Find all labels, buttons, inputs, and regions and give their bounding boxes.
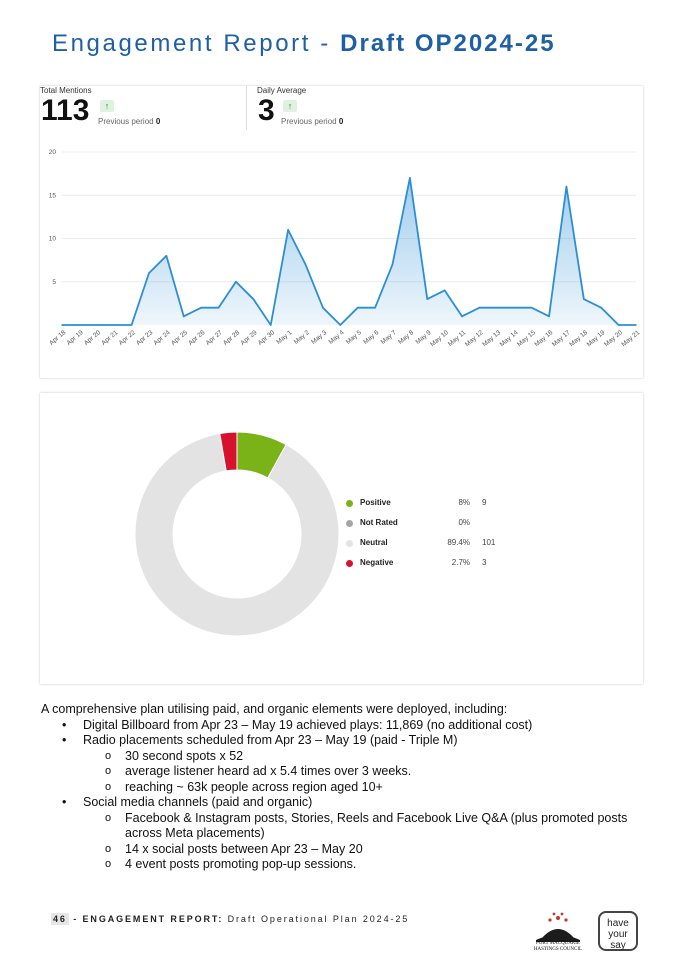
y-tick-label: 5 [52,278,56,286]
bullet-text: Social media channels (paid and organic) [83,795,313,809]
metric-previous-period: Previous period 0 [281,117,344,126]
bullet-item [41,795,641,811]
data-point [409,177,411,179]
y-tick-label: 10 [48,235,56,243]
title-main: Engagement Report - [52,30,341,57]
x-tick-label: Apr 21 [100,329,120,347]
x-tick-label: May 4 [327,329,346,346]
data-point [618,324,620,326]
bullet-icon: • [62,717,67,732]
x-tick-label: Apr 23 [135,329,155,347]
sentiment-chart-card [40,393,643,684]
have-your-say-logo [598,911,638,951]
metric-label: Total Mentions [40,86,92,95]
bullet-text: Digital Billboard from Apr 23 – May 19 achieved plays: 11,869 (no additional cost) [83,717,533,732]
data-point [479,307,481,309]
data-point [531,307,533,309]
x-tick-label: May 18 [568,329,590,349]
sub-bullet-icon: o [105,780,112,793]
data-point [131,324,133,326]
legend-name: Neutral [360,538,388,547]
sub-bullet-text: reaching ~ 63k people across region aged 10+ [125,779,383,794]
title-highlight: Draft OP2024-25 [340,30,556,57]
x-tick-label: May 6 [362,329,381,346]
x-tick-label: May 12 [463,329,485,349]
legend-dot-icon [346,500,353,507]
data-point [583,298,585,300]
legend-dot-icon [346,560,353,567]
x-tick-label: Apr 25 [169,329,190,347]
sub-bullet-icon: o [105,858,112,870]
data-point [566,186,568,188]
y-tick-label: 15 [48,192,56,200]
legend-dot-icon [346,520,353,527]
metric-label: Daily Average [257,86,307,95]
x-tick-label: May 15 [516,329,537,349]
data-point [96,324,98,326]
legend-percent: 2.7% [451,558,470,567]
data-point [322,307,324,309]
data-point [600,307,602,309]
data-point [148,272,150,274]
mentions-area [62,178,636,325]
x-tick-label: May 7 [379,329,398,346]
legend-dot-icon [346,540,353,547]
metric-value: 113 [41,94,90,127]
x-tick-label: Apr 28 [222,329,242,347]
metric-previous-period: Previous period 0 [98,117,161,126]
council-logo [528,908,588,958]
page-footer [51,914,409,924]
bullet-icon: • [62,795,67,809]
mentions-line-chart [40,142,643,378]
metric-divider [246,86,247,130]
x-tick-label: Apr 27 [204,329,224,347]
x-tick-label: Apr 26 [187,329,207,347]
bullet-item [41,733,641,749]
data-point [218,307,220,309]
data-point [496,307,498,309]
x-tick-label: May 10 [429,329,450,349]
bullet-list [41,718,641,873]
data-point [357,307,359,309]
x-tick-label: May 11 [446,329,468,348]
summary-intro: A comprehensive plan utilising paid, and organic elements were deployed, including: [41,702,508,716]
y-tick-label: 20 [48,149,56,156]
data-point [183,316,185,318]
sub-bullet-item [41,780,641,796]
x-tick-label: May 2 [292,329,311,346]
legend-percent: 89.4% [447,538,470,547]
x-tick-label: Apr 22 [117,329,137,347]
x-tick-label: May 3 [310,329,329,346]
x-tick-label: May 19 [585,329,607,349]
x-tick-label: May 13 [481,329,503,349]
sub-bullet-text: Facebook & Instagram posts, Stories, Reels and Facebook Live Q&A (plus promoted posts across Meta placements) [125,810,628,840]
footer-section: - ENGAGEMENT REPORT: [68,914,228,924]
council-emblem-icon [528,908,588,942]
page-number: 46 [53,914,67,924]
trend-up-icon: ↑ [283,100,297,112]
x-tick-label: May 21 [620,329,642,349]
x-tick-label: Apr 19 [65,329,85,347]
legend-percent: 8% [458,498,470,507]
data-point [113,324,115,326]
sub-bullet-text: average listener heard ad x 5.4 times over 3 weeks. [125,764,412,778]
data-point [444,290,446,292]
engagement-summary [41,702,641,873]
x-tick-label: May 17 [550,329,572,349]
x-tick-label: May 14 [498,329,520,349]
x-tick-label: May 1 [275,329,294,346]
x-tick-label: May 5 [344,329,363,346]
data-point [253,298,255,300]
x-tick-label: Apr 20 [82,329,103,347]
sub-bullet-text: 14 x social posts between Apr 23 – May 20 [125,841,363,856]
sentiment-donut-chart [40,393,643,684]
x-tick-label: Apr 18 [48,329,68,347]
daily-average-metric [257,86,344,127]
data-point [235,281,237,283]
footer-subtitle: Draft Operational Plan 2024-25 [227,914,410,924]
x-tick-label: May 20 [603,329,624,349]
data-point [287,229,289,231]
sub-bullet-item [41,811,641,842]
sub-bullet-item [41,764,641,780]
total-mentions-metric [40,86,161,127]
x-tick-label: Apr 30 [256,329,277,347]
data-point [270,324,272,326]
sub-bullet-item [41,857,641,873]
x-tick-label: May 16 [533,329,555,349]
data-point [374,307,376,309]
x-tick-label: May 8 [397,329,416,346]
hys-line1: have [607,918,629,929]
sub-bullet-icon: o [105,749,112,762]
sub-bullet-text: 30 second spots x 52 [125,748,244,763]
page-title [52,30,556,58]
x-tick-label: Apr 24 [152,329,172,347]
data-point [305,264,307,266]
sub-bullet-text: 4 event posts promoting pop-up sessions. [125,857,357,871]
data-point [426,298,428,300]
metric-value: 3 [258,94,275,127]
legend-count: 101 [482,538,496,547]
sub-bullet-icon: o [105,765,112,777]
hys-line2: your say [608,929,628,951]
data-point [513,307,515,309]
legend-name: Positive [360,498,391,507]
sub-bullet-item [41,842,641,858]
bullet-item [41,718,641,734]
council-name: PORT MACQUARIE HASTINGS COUNCIL [533,941,583,952]
data-point [548,316,550,318]
legend-count: 3 [482,558,487,567]
legend-name: Not Rated [360,518,398,527]
legend-percent: 0% [458,518,470,527]
data-point [461,316,463,318]
mentions-chart-card [40,86,643,378]
sub-bullet-icon: o [105,842,112,855]
data-point [392,264,394,266]
trend-up-icon: ↑ [100,100,114,112]
data-point [340,324,342,326]
data-point [200,307,202,309]
bullet-icon: • [62,733,67,747]
legend-count: 9 [482,498,487,507]
bullet-text: Radio placements scheduled from Apr 23 – May 19 (paid - Triple M) [83,733,458,747]
data-point [635,324,637,326]
data-point [61,324,63,326]
data-point [166,255,168,257]
legend-name: Negative [360,558,394,567]
sub-bullet-item [41,749,641,765]
x-tick-label: May 9 [414,329,433,346]
sub-bullet-icon: o [105,811,112,824]
x-tick-label: Apr 29 [239,329,259,347]
data-point [79,324,81,326]
